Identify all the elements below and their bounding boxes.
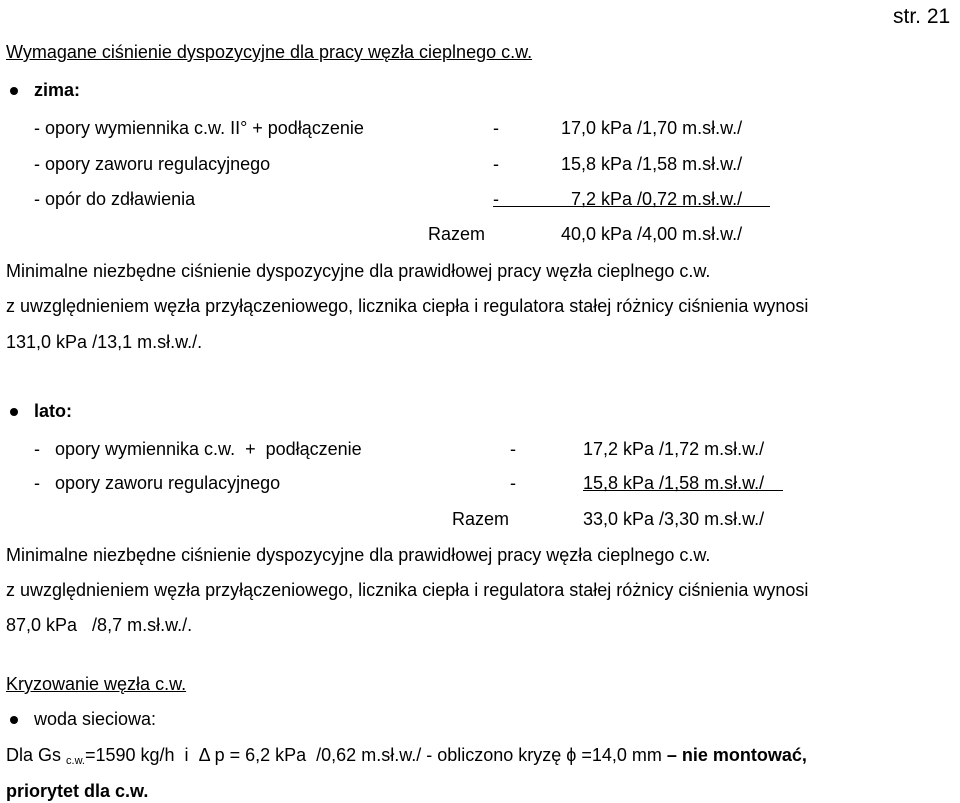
page-number: str. 21 [893, 5, 951, 28]
summer-row-dash: - [510, 473, 516, 493]
bullet-icon [10, 408, 18, 416]
delta-symbol: Δ [198, 745, 210, 765]
crossing-subscript: c.w. [66, 755, 85, 767]
summer-heading: lato: [34, 401, 72, 421]
winter-min-text: Minimalne niezbędne ciśnienie dyspozycyjne dla prawidłowej pracy węzła cieplnego c.w. [6, 261, 711, 281]
winter-row-dash: - [493, 118, 499, 138]
summer-incl-text: z uwzględnieniem węzła przyłączeniowego, licznika ciepła i regulatora stałej różnicy ciśnienia wynosi [6, 580, 809, 600]
winter-total-value: 40,0 kPa /4,00 m.sł.w./ [561, 224, 743, 244]
crossing-heading: Kryzowanie węzła c.w. [6, 674, 187, 694]
summer-row-value: 17,2 kPa /1,72 m.sł.w./ [583, 439, 765, 459]
summer-row-value: 15,8 kPa /1,58 m.sł.w./ [583, 473, 765, 493]
crossing-text-d: =14,0 mm [576, 745, 667, 765]
winter-row-label: - opory zaworu regulacyjnego [34, 154, 271, 174]
summer-row-dash: - [510, 439, 516, 459]
phi-symbol: ϕ [566, 745, 577, 765]
winter-row-dash: - [493, 189, 499, 209]
crossing-bullet-text: woda sieciowa: [34, 709, 157, 729]
summer-result: 87,0 kPa /8,7 m.sł.w./. [6, 615, 193, 635]
summer-row-label: - opory wymiennika c.w. + podłączenie [34, 439, 362, 459]
winter-row-value: 7,2 kPa /0,72 m.sł.w./ [571, 189, 743, 209]
winter-row-label: - opory wymiennika c.w. II° + podłączenie [34, 118, 364, 138]
winter-heading: zima: [34, 80, 81, 100]
crossing-text-a: Dla Gs [6, 745, 67, 765]
winter-incl-text: z uwzględnieniem węzła przyłączeniowego, licznika ciepła i regulatora stałej różnicy ciśnienia wynosi [6, 296, 809, 316]
winter-row-value: 15,8 kPa /1,58 m.sł.w./ [561, 154, 743, 174]
summer-total-value: 33,0 kPa /3,30 m.sł.w./ [583, 509, 765, 529]
section-title: Wymagane ciśnienie dyspozycyjne dla pracy węzła cieplnego c.w. [6, 42, 533, 62]
crossing-line [6, 746, 807, 767]
crossing-bold-tail: – nie montować, [666, 745, 807, 765]
bullet-icon [10, 87, 18, 95]
winter-row-label: - opór do zdławienia [34, 189, 196, 209]
summer-min-text: Minimalne niezbędne ciśnienie dyspozycyjne dla prawidłowej pracy węzła cieplnego c.w. [6, 545, 711, 565]
winter-row-value: 17,0 kPa /1,70 m.sł.w./ [561, 118, 743, 138]
winter-result: 131,0 kPa /13,1 m.sł.w./. [6, 332, 203, 352]
winter-total-label: Razem [428, 224, 486, 244]
winter-row-dash: - [493, 154, 499, 174]
crossing-text-b: =1590 kg/h i [84, 745, 199, 765]
summer-row-label: - opory zaworu regulacyjnego [34, 473, 281, 493]
crossing-bold-line2: priorytet dla c.w. [6, 781, 149, 801]
bullet-icon [10, 716, 18, 724]
summer-total-label: Razem [452, 509, 510, 529]
crossing-text-c: p = 6,2 kPa /0,62 m.sł.w./ - obliczono kryzę [209, 745, 567, 765]
